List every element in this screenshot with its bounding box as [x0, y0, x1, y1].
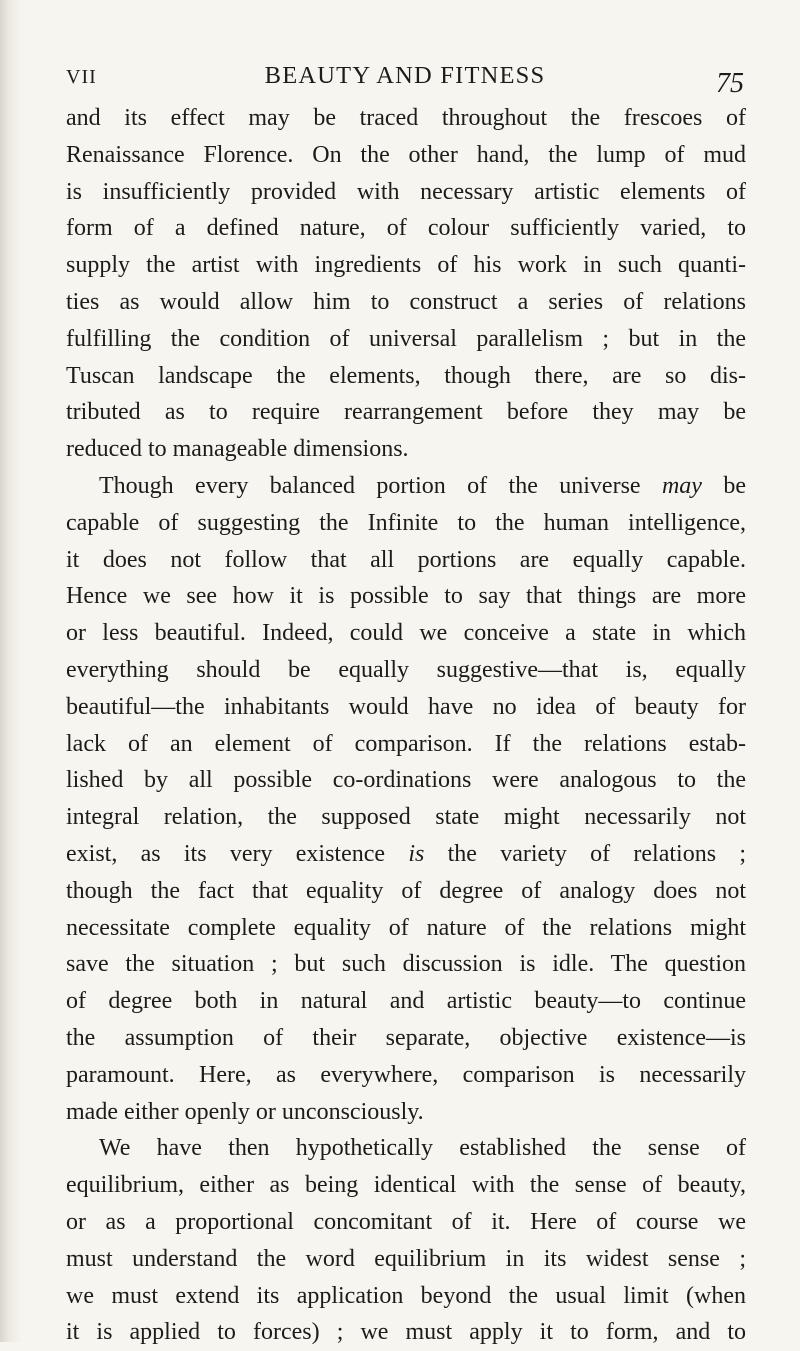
text-line: Tuscan landscape the elements, though there, are so dis- — [66, 362, 746, 389]
page-number: 75 — [716, 68, 744, 99]
text-line: we must extend its application beyond the usual limit (when — [66, 1282, 746, 1309]
text-line: ties as would allow him to construct a series of relations — [66, 288, 746, 315]
running-header — [66, 62, 744, 99]
italic-text: may — [661, 472, 702, 499]
text-line: save the situation ; but such discussion is idle. The question — [66, 951, 746, 978]
text-line — [66, 836, 746, 873]
chapter-number: VII — [66, 66, 97, 88]
text-line: tributed as to require rearrangement before they may be — [66, 399, 746, 426]
text-line: though the fact that equality of degree of analogy does not — [66, 877, 746, 904]
text-line: or as a proportional concomitant of it. Here of course we — [66, 1208, 746, 1235]
text-fragment: exist, as its very existence — [66, 840, 409, 867]
text-line: Hence we see how it is possible to say that things are more — [66, 583, 746, 610]
text-fragment: be — [701, 472, 747, 499]
page-binding-shadow — [0, 0, 22, 1342]
text-line: supply the artist with ingredients of his work in such quanti- — [66, 252, 746, 279]
text-fragment: Though every balanced portion of the universe — [99, 472, 662, 499]
text-line: beautiful—the inhabitants would have no idea of beauty for — [66, 693, 746, 720]
text-line: of degree both in natural and artistic beauty—to continue — [66, 988, 746, 1015]
text-line: lack of an element of comparison. If the relations estab- — [66, 730, 746, 757]
text-line: or less beautiful. Indeed, could we conceive a state in which — [66, 620, 746, 647]
text-line: lished by all possible co-ordinations were analogous to the — [66, 767, 746, 794]
text-line: reduced to manageable dimensions. — [66, 436, 409, 463]
text-line: equilibrium, either as being identical with the sense of beauty, — [66, 1172, 746, 1199]
text-line: paramount. Here, as everywhere, comparison is necessarily — [66, 1061, 746, 1088]
text-line: form of a defined nature, of colour sufficiently varied, to — [66, 215, 746, 242]
text-line: and its effect may be traced throughout the frescoes of — [66, 105, 746, 131]
text-line: is insufficiently provided with necessary artistic elements of — [66, 178, 746, 205]
text-line: it does not follow that all portions are equally capable. — [66, 546, 746, 573]
text-line: necessitate complete equality of nature of the relations might — [66, 914, 746, 941]
italic-text: is — [408, 840, 425, 867]
text-line: integral relation, the supposed state might necessarily not — [66, 804, 746, 831]
text-line — [66, 468, 746, 505]
text-line: made either openly or unconsciously. — [66, 1098, 424, 1125]
text-line: must understand the word equilibrium in its widest sense ; — [66, 1245, 746, 1272]
text-line: it is applied to forces) ; we must apply it to form, and to — [66, 1319, 746, 1346]
text-line: everything should be equally suggestive—that is, equally — [66, 656, 746, 683]
text-line: the assumption of their separate, objective existence—is — [66, 1024, 746, 1051]
text-line: capable of suggesting the Infinite to the human intelligence, — [66, 509, 746, 536]
text-line: We have then hypothetically established the sense of — [99, 1135, 746, 1162]
running-title: BEAUTY AND FITNESS — [264, 62, 546, 89]
text-fragment: the variety of relations ; — [424, 840, 746, 867]
text-line: Renaissance Florence. On the other hand, the lump of mud — [66, 141, 746, 168]
text-line: fulfilling the condition of universal parallelism ; but in the — [66, 325, 746, 352]
body-text — [66, 100, 746, 1351]
